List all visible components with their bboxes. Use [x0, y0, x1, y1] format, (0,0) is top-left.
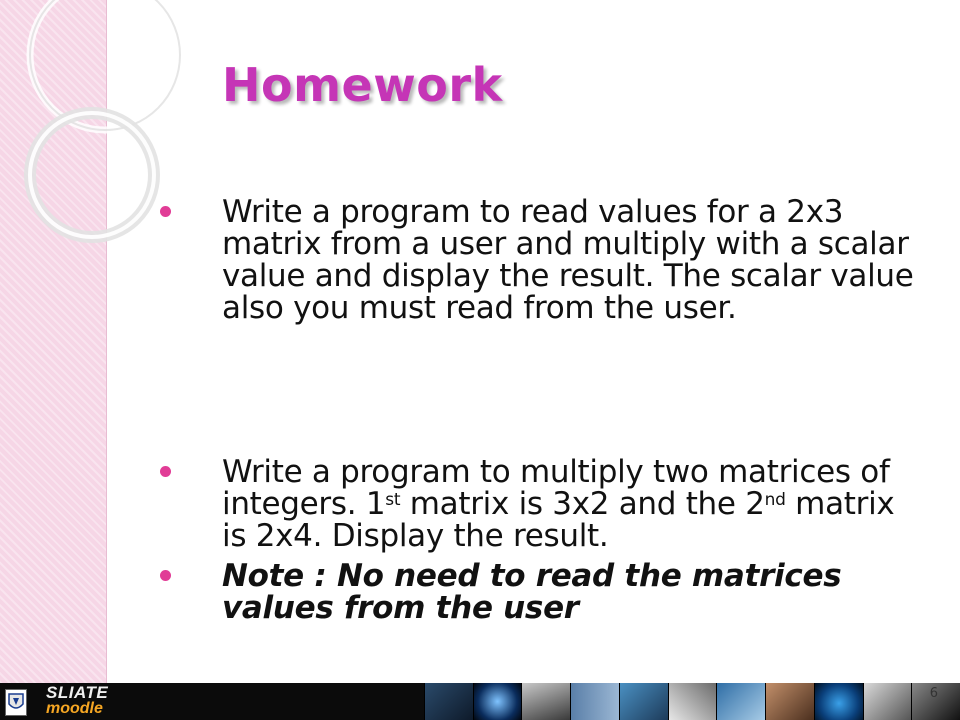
sliate-moodle-logo: SLIATE moodle	[46, 683, 109, 717]
bullet-dot-icon	[160, 570, 171, 581]
bullet-dot-icon	[160, 206, 171, 217]
page-number: 6	[929, 686, 938, 701]
bullet-text: Write a program to multiply two matrices of integers. 1st matrix is 3x2 and the 2nd matrix is 2x4. Display the result.	[222, 454, 895, 554]
bullet-text-note: Note : No need to read the matrices values from the user	[222, 558, 842, 626]
institution-logo-icon	[5, 689, 27, 716]
decorative-sidebar	[0, 0, 107, 683]
bullet-dot-icon	[160, 466, 171, 477]
bullet-text: Write a program to read values for a 2x3 matrix from a user and multiply with a scalar value and display the result. The scalar value also you must read from the user.	[222, 194, 914, 326]
footer-image-strip	[424, 683, 960, 720]
slide-title: Homework	[222, 58, 503, 112]
footer-bar	[0, 683, 960, 720]
